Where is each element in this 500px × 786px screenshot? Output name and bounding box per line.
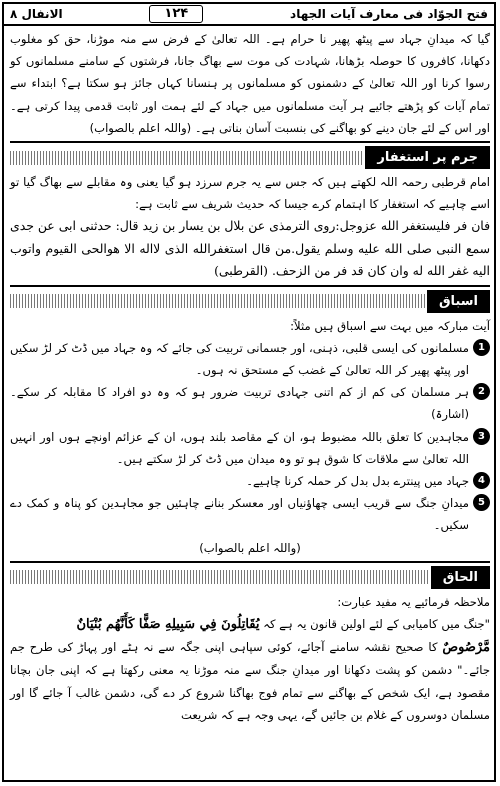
page-number: ۱۲۴: [149, 5, 203, 23]
ilhaq-intro: ملاحظہ فرمائیے یہ مفید عبارت:: [337, 594, 490, 609]
heading-rule: [10, 570, 429, 584]
list-item: [10, 426, 490, 470]
section-heading-asbaq: [10, 290, 490, 313]
item-text: جہاد میں پینترے بدل بدل کر حملہ کرنا چاہیے۔: [246, 474, 469, 489]
item-number: 5: [473, 494, 490, 511]
quran-verse: يُقَاتِلُونَ فِي سَبِيلِهِ صَفًّا كَأَنَّهُم بُنْيَانٌ: [76, 617, 260, 633]
section-title: جرم پر استغفار: [365, 146, 490, 169]
asbaq-intro: آیت مبارکہ میں بہت سے اسباق ہیں مثلاً:: [290, 318, 490, 333]
item-text: ہر مسلمان کی کم از کم اتنی جہادی تربیت ضرور ہو کہ وہ دو افراد کا مقابلہ کر سکے۔ (اشارۃ): [10, 385, 469, 422]
divider: [10, 141, 490, 143]
item-text: میدانِ جنگ سے قریب ایسی چھاؤنیاں اور معسکر بنانے چاہئیں جو مجاہدین کو پناہ و کمک دے سکیں۔: [10, 496, 469, 533]
list-item: [10, 381, 490, 425]
intro-paragraph: گیا کہ میدانِ جہاد سے پیٹھ پھیر نا حرام ہے۔ اللہ تعالیٰ کے فرض سے منہ موڑنا، حق کو مغلوب دکھانا، کافروں کا حوصلہ بڑھانا، شہادت کی موت سے بھاگ جانا، فرشتوں کے سامنے مسلمانوں کو رسوا کرنا اور اللہ تعالیٰ کے دشمنوں کو مسلمانوں پر ہنسانا کہاں جائز ہو سکتا ہے؟ ابتداء سے تمام آیات کو پڑھتے جائیے ہر آیت مسلمانوں میں جہاد کے لئے ہمت اور ثابت قدمی پیدا کرتی ہے۔ اور اس کے لئے جان دینے کو بھاگنے کی بنسبت آسان بناتی ہے۔ (واللہ اعلم بالصواب): [10, 32, 490, 135]
ilhaq-paragraph: [10, 636, 490, 726]
page-header: [4, 4, 494, 26]
section-heading-ilhaq: [10, 566, 490, 589]
ilhaq-quote: "جنگ میں کامیابی کے لئے اولین قانون یہ ہے کہ: [263, 617, 490, 632]
section-heading-istighfar: [10, 146, 490, 169]
section-title: اسباق: [427, 290, 490, 313]
book-title: فتح الجوّاد فی معارف آیات الجهاد: [290, 7, 488, 21]
quran-verse-end: مَّرْصُوصٌ: [442, 640, 491, 656]
item-number: 2: [473, 383, 490, 400]
istighfar-paragraph: امام قرطبی رحمہ اللہ لکھتے ہیں کہ جس سے یہ جرم سرزد ہو گیا یعنی وہ مقابلے سے بھاگ گیا تو اسے چاہیے کہ استغفار کا اہتمام کرے جیسا کہ حدیث شریف سے ثابت ہے:: [10, 175, 490, 212]
ilhaq-text: کا صحیح نقشہ سامنے آجائے، کوئی سپاہی اپنی جگہ سے نہ ہٹے اور پہاڑ کی طرح جم جائے۔" دشمن کو پشت دکھانا اور میدانِ جنگ سے منہ موڑنا یہ معنی رکھتا ہے کہ اپنی جان بچانا مقصود ہے، ایک شخص کے بھاگنے سے تمام فوج بھاگنا شروع کر دے گی، دشمن غالب آ جائے گا اور مسلمان دوسروں کے غلام بن جائیں گے، یہی وجہ ہے کہ شریعت: [10, 640, 490, 722]
item-text: مجاہدین کا تعلق باللہ مضبوط ہو، ان کے مقاصد بلند ہوں، ان کے عزائم اونچے ہوں اور انہیں اللہ تعالیٰ سے ملاقات کا شوق ہو تو وہ میدان میں ڈٹ کر لڑ سکتے ہیں۔: [10, 429, 469, 466]
item-number: 4: [473, 472, 490, 489]
arabic-hadith: فان فر فليستغفر الله عزوجل:روى الترمذى عن بلال بن يسار بن زيد قال: حدثنى ابى عن جدى سمع النبى صلى الله عليه وسلم يقول.من قال استغفرالله الذى لااله الا هوالحى القيوم واتوب اليه غفر الله له وان كان قد فر من الزحف. (القرطبى): [10, 218, 490, 279]
item-number: 3: [473, 428, 490, 445]
item-text: مسلمانوں کی ایسی قلبی، ذہنی، اور جسمانی تربیت کی جائے کہ وہ جہاد میں ڈٹ کر لڑ سکیں اور پیٹھ پھیر کر اللہ تعالیٰ کے غضب کے مستحق نہ ہوں۔: [10, 340, 469, 378]
page-frame: [2, 2, 496, 782]
asbaq-closing: (واللہ اعلم بالصواب): [199, 540, 301, 555]
list-item: [10, 470, 490, 492]
heading-rule: [10, 151, 363, 165]
list-item: [10, 492, 490, 536]
divider: [10, 561, 490, 563]
ilhaq-quote-line: [10, 613, 490, 636]
section-title: الحاق: [431, 566, 490, 589]
heading-rule: [10, 294, 425, 308]
divider: [10, 285, 490, 287]
item-number: 1: [473, 339, 490, 356]
surah-label: الانفال ۸: [10, 7, 63, 21]
page-content: [10, 28, 490, 726]
list-item: [10, 337, 490, 381]
